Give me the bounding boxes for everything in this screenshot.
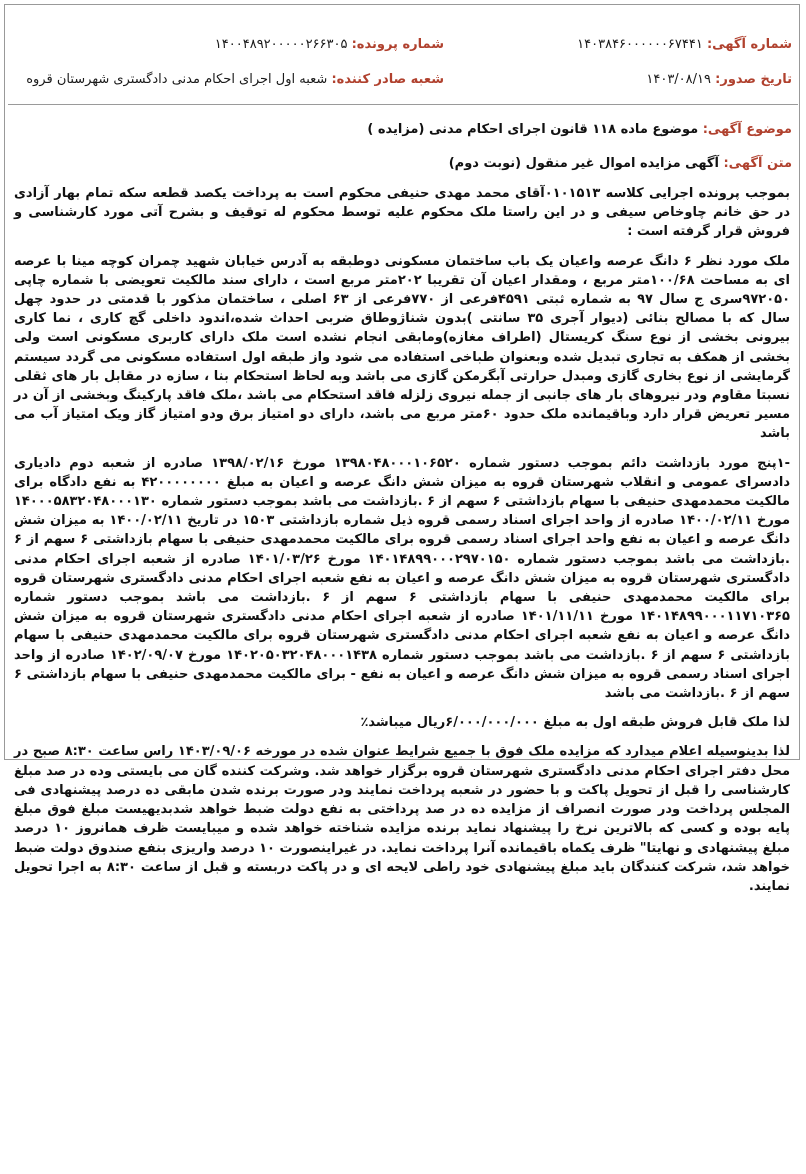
paragraph-seizures: -۱پنج مورد بازداشت دائم بموجب دستور شماره ۱۳۹۸۰۴۸۰۰۰۱۰۶۵۲۰ مورخ ۱۳۹۸/۰۲/۱۶ صادره از شعبه دوم دادیاری دادسرای عمومی و انقلاب شهرستان قروه به میزان شش دانگ عرصه و اعیان به مبلغ ۴۲۰۰۰۰۰۰۰۰ به نفع دادگاه برای مالکیت محمدمهدی حنیفی با سهام بازداشتی ۶ سهم از ۶ .بازداشت می باشد بموجب دستور شماره ۱۴۰۰۰۵۸۳۲۰۴۸۰۰۰۱۳۰ مورخ ۱۴۰۰/۰۲/۱۱ صادره از واحد اجرای اسناد رسمی قروه ذیل شماره بازداشتی ۱۵۰۳ در تاریخ ۱۴۰۰/۰۲/۱۱ به میزان شش دانگ عرصه و اعیان به نفع واحد اجرای اسناد رسمی قروه برای مالکیت محمدمهدی حنیفی با سهام بازداشتی ۶ سهم از ۶ .بازداشت می باشد بموجب دستور شماره ۱۴۰۱۴۸۹۹۰۰۰۲۹۷۰۱۵۰ مورخ ۱۴۰۱/۰۳/۲۶ صادره از شعبه اجرای احکام مدنی دادگستری شهرستان قروه به میزان شش دانگ عرصه و اعیان به نفع شعبه اجرای احکام مدنی دادگستری شهرستان قروه برای مالکیت محمدمهدی حنیفی با سهام بازداشتی ۶ سهم از ۶ .بازداشت می باشد بموجب دستور شماره ۱۴۰۱۴۸۹۹۰۰۰۱۱۷۱۰۳۶۵ مورخ ۱۴۰۱/۱۱/۱۱ صادره از شعبه اجرای احکام مدنی دادگستری شهرستان قروه به میزان شش دانگ عرصه و اعیان به نفع شعبه اجرای احکام مدنی دادگستری شهرستان قروه برای مالکیت محمدمهدی حنیفی با سهام بازداشتی ۶ سهم از ۶ .بازداشت می باشد بموجب دستور شماره ۱۴۰۲۰۵۰۳۲۰۴۸۰۰۰۱۴۳۸ مورخ ۱۴۰۲/۰۹/۰۷ صادره از واحد اجرای اسناد رسمی قروه به میزان شش دانگ عرصه و اعیان به نفع - برای مالکیت محمدمهدی حنیفی با سهام بازداشتی ۶ سهم از ۶ .بازداشت می باشد xyxy=(14,455,791,702)
subject-value: موضوع ماده ۱۱۸ قانون اجرای احکام مدنی (مزایده ) xyxy=(367,122,699,137)
paragraph-price: لذا ملک قابل فروش طبقه اول به مبلغ ۶/۰۰۰/۰۰۰/۰۰۰ریال میباشد٪ xyxy=(360,715,790,731)
issuer-value: شعبه اول اجرای احکام مدنی دادگستری شهرستان قروه xyxy=(26,72,328,87)
issuer xyxy=(26,72,444,87)
issue-date-value: ۱۴۰۳/۰۸/۱۹ xyxy=(646,72,711,87)
file-number-value: ۱۴۰۰۴۸۹۲۰۰۰۰۰۲۶۶۳۰۵ xyxy=(214,37,348,52)
issuer-label: شعبه صادر کننده: xyxy=(331,72,444,87)
text-title: آگهی مزایده اموال غیر منقول (نوبت دوم) xyxy=(448,156,719,171)
notice-body xyxy=(14,184,790,906)
notice-number-value: ۱۴۰۳۸۴۶۰۰۰۰۰۰۶۷۴۴۱ xyxy=(577,37,703,52)
paragraph-auction-terms: لذا بدینوسیله اعلام میدارد که مزایده ملک فوق با جمیع شرایط عنوان شده در مورخه ۱۴۰۳/۰۹/۰۶ راس ساعت ۸:۳۰ صبح در محل دفتر اجرای احکام مدنی دادگستری شهرستان قروه برگزار خواهد شد. وشرکت کننده گان می بایستی وده در صد مبلغ کارشناسی را قبل از تحویل پاکت و با حضور در شعبه پرداخت نمایند ودر صورت برنده شدن مابقی ده درصد پیشنهادی فی المجلس پرداخت ودر صورت انصراف از مزایده ده در صد پرداختی به نفع دولت ضبط خواهد شدبدیهیست مبلغ فوق مبلغ پایه بوده و کسی که بالاترین نرخ را پیشنهاد نماید برنده مزایده شناخته خواهد شده و میبایست ظرف همانروز ۱۰ درصد مبلغ پیشنهادی و نهایتا" ظرف یکماه باقیمانده آنرا پرداخت نماید. در غیراینصورت ۱۰ درصد واریزی بنفع صندوق دولت ضبط خواهد شد، شرکت کنندگان باید مبلغ پیشنهادی خود راطی لایحه ای و در پاکت دربسته و قبل از ساعت ۸:۳۰ به اجرا تحویل نمایند. xyxy=(14,744,791,894)
notice-subject xyxy=(367,122,792,137)
header-divider xyxy=(8,104,798,105)
file-number-label: شماره پرونده: xyxy=(351,37,444,52)
subject-label: موضوع آگهی: xyxy=(702,122,792,137)
paragraph-case: بموجب پرونده اجرایی کلاسه ۰۱۰۱۵۱۳آقای محمد مهدی حنیفی محکوم است به پرداخت یکصد قطعه سکه تمام بهار آزادی در حق خانم چاوخاص سیفی و در این راستا ملک محکوم علیه توسط محکوم له توقیف و بشرح آتی مورد کارشناسی و فروش قرار گرفته است : xyxy=(14,186,790,240)
issue-date-label: تاریخ صدور: xyxy=(715,72,792,87)
issue-date xyxy=(646,72,792,87)
paragraph-property: ملک مورد نظر ۶ دانگ عرصه واعیان یک باب ساختمان مسکونی دوطبقه به آدرس خیابان شهید چمران کوچه مینا با عرصه ای به مساحت ۱۰۰/۶۸متر مربع ، ومقدار اعیان آن تقریبا ۲۰۲متر مربع است ، دارای سند مالکیت تعویضی با شماره چاپی ۹۷۲۰۵۰سری ج سال ۹۷ به شماره ثبتی ۴۵۹۱فرعی از ۷۷۰فرعی از ۶۳ اصلی ، ساختمان مذکور با قدمتی در حدود چهل سال که با مصالح بنائی (دیوار آجری ۳۵ سانتی )بدون شناژوطاق ضربی احداث شده،اندود داخلی گچ کاری ، نما کاری بیرونی بخشی از نوع سنگ کریستال (اطراف مغازه)ومابقی انجام نشده است ملک دارای کاربری مسکونی است ولی بخشی از همکف به تجاری تبدیل شده وبعنوان طباخی استفاده می شود واز طبقه اول استفاده مسکونی می گردد سیستم گرمایشی از نوع بخاری گازی ومبدل حرارتی آبگرمکن گازی می باشد وبه لحاظ استحکام بنا ، سازه در مقابل بار های ثقلی نسبتا مقاوم ودر نیروهای بار های جانبی از جمله نیروی زلزله فاقد استحکام می باشد ،ملک فاقد پارکینگ وبخشی از آن در مسیر تعریض قرار دارد وباقیمانده ملک حدود ۶۰متر مربع می باشد، دارای دو امتیاز برق ودو امتیاز گاز ویک امتیاز آب می باشد xyxy=(14,253,791,442)
notice-number-label: شماره آگهی: xyxy=(706,37,792,52)
notice-number xyxy=(577,37,792,52)
file-number xyxy=(215,37,444,52)
text-label: متن آگهی: xyxy=(723,156,792,171)
notice-text-heading xyxy=(449,156,792,171)
